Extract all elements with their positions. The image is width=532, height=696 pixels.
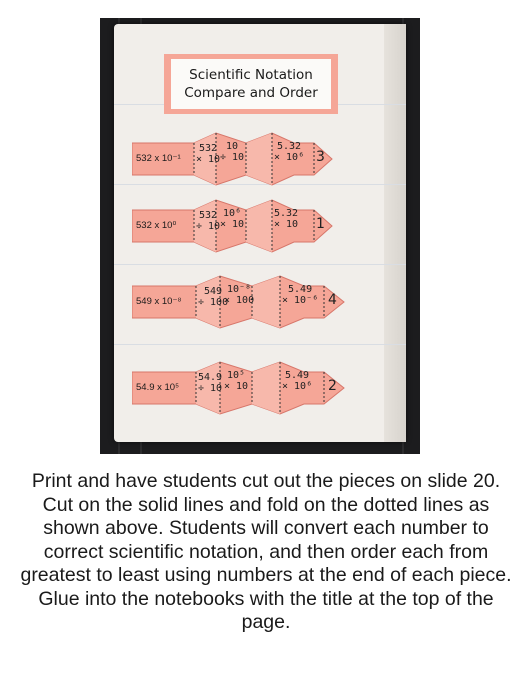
foldable-strip xyxy=(132,196,352,260)
step-2: 10⁵ × 10 xyxy=(224,370,249,392)
rank-number: 1 xyxy=(316,216,325,232)
notebook-page xyxy=(114,24,406,442)
step-3: 5.49 × 10⁶ xyxy=(282,370,313,392)
title-card xyxy=(164,54,338,114)
step-2: 10⁻⁸ × 100 xyxy=(224,284,255,306)
start-value: 532 x 10⁻¹ xyxy=(136,153,181,164)
ruled-line xyxy=(114,344,406,345)
step-3: 5.32 × 10 xyxy=(274,208,299,230)
rank-number: 4 xyxy=(328,292,337,308)
rank-number: 2 xyxy=(328,378,337,394)
step-2: 10⁶ × 10 xyxy=(220,208,245,230)
foldable-strip xyxy=(132,358,362,422)
title-line-1: Scientific Notation xyxy=(189,67,313,83)
start-value: 54.9 x 10⁵ xyxy=(136,382,180,393)
step-3: 5.49 × 10⁻⁶ xyxy=(282,284,319,306)
step-3: 5.32 × 10⁶ xyxy=(274,141,305,163)
step-1: 532 ÷ 10 xyxy=(196,210,221,232)
title-line-2: Compare and Order xyxy=(184,85,318,101)
step-1: 532 × 10 xyxy=(196,143,221,165)
step-1: 54.9 ÷ 10 xyxy=(198,372,223,394)
ruled-line xyxy=(114,264,406,265)
start-value: 532 x 10⁰ xyxy=(136,220,177,231)
title-label xyxy=(171,59,331,109)
instructions-caption: Print and have students cut out the pieces on slide 20. Cut on the solid lines and fold on the dotted lines as shown above. Students will convert each number to correct scientific notation, and then order each from greatest to least using numbers at the end of each piece. Glue into the notebooks with the title at the top of the page. xyxy=(20,470,512,633)
step-1: 549 ÷ 100 xyxy=(198,286,229,308)
start-value: 549 x 10⁻⁸ xyxy=(136,296,182,307)
step-2: 10 ÷ 10 xyxy=(220,141,245,163)
foldable-strip xyxy=(132,129,352,193)
page-edge-shade xyxy=(384,24,406,442)
notebook-photo xyxy=(100,18,420,454)
foldable-strip xyxy=(132,272,362,336)
rank-number: 3 xyxy=(316,149,325,165)
